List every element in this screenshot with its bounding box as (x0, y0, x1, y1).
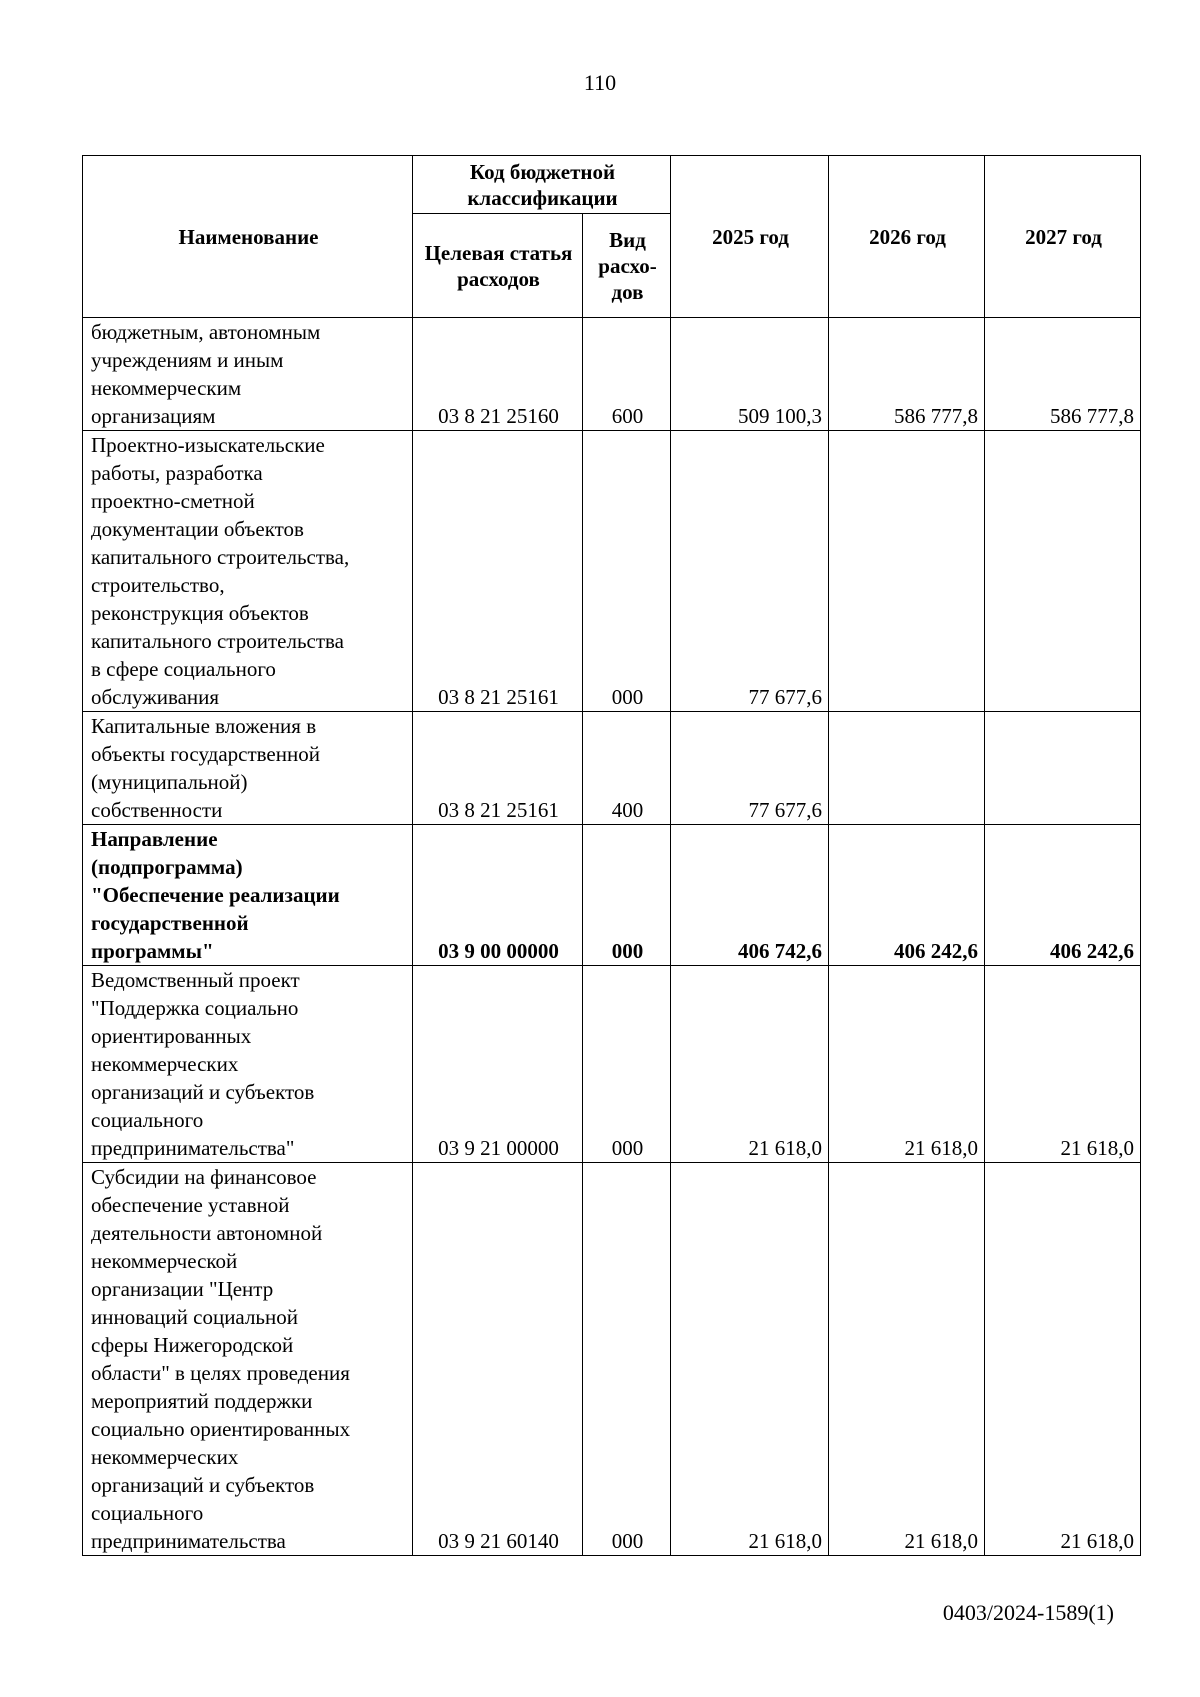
row-expense-kind: 400 (583, 712, 671, 825)
row-name: Капитальные вложения в объекты государственной (муниципальной) собственности (83, 712, 413, 825)
row-expense-kind: 000 (583, 966, 671, 1163)
table-row (83, 966, 1141, 1163)
page-number: 110 (583, 70, 617, 95)
header-2025: 2025 год (671, 156, 829, 318)
row-target-article: 03 8 21 25161 (413, 431, 583, 712)
row-name: Проектно-изыскательские работы, разработка проектно-сметной документации объектов капитального строительства, строительство, реконструкция объектов капитального строительства в сфере социального обслуживания (83, 431, 413, 712)
row-target-article: 03 9 21 00000 (413, 966, 583, 1163)
row-target-article: 03 8 21 25160 (413, 318, 583, 431)
header-2026: 2026 год (829, 156, 985, 318)
row-value-2026: 406 242,6 (829, 825, 985, 966)
header-2027: 2027 год (985, 156, 1141, 318)
row-name: Направление (подпрограмма) "Обеспечение реализации государственной программы" (83, 825, 413, 966)
table-row (83, 318, 1141, 431)
row-value-2025: 406 742,6 (671, 825, 829, 966)
row-name: бюджетным, автономным учреждениям и иным некоммерческим организациям (83, 318, 413, 431)
table-row (83, 712, 1141, 825)
budget-table (82, 155, 1141, 1556)
row-expense-kind: 600 (583, 318, 671, 431)
row-value-2025: 21 618,0 (671, 966, 829, 1163)
row-name: Субсидии на финансовое обеспечение уставной деятельности автономной некоммерческой организации "Центр инноваций социальной сферы Нижегородской области" в целях проведения мероприятий поддержки социально ориентированных некоммерческих организаций и субъектов социального предпринимательства (83, 1163, 413, 1556)
row-expense-kind: 000 (583, 431, 671, 712)
row-value-2027: 21 618,0 (985, 1163, 1141, 1556)
row-expense-kind: 000 (583, 825, 671, 966)
table-row (83, 431, 1141, 712)
row-value-2027 (985, 431, 1141, 712)
row-value-2026 (829, 431, 985, 712)
row-value-2026: 21 618,0 (829, 966, 985, 1163)
header-code-group: Код бюджетной классификации (413, 156, 671, 214)
row-value-2025: 509 100,3 (671, 318, 829, 431)
row-value-2026: 21 618,0 (829, 1163, 985, 1556)
row-value-2027: 586 777,8 (985, 318, 1141, 431)
row-expense-kind: 000 (583, 1163, 671, 1556)
row-name: Ведомственный проект "Поддержка социально ориентированных некоммерческих организаций и субъектов социального предпринимательства" (83, 966, 413, 1163)
row-value-2025: 21 618,0 (671, 1163, 829, 1556)
table-body (83, 318, 1141, 1556)
row-value-2027: 406 242,6 (985, 825, 1141, 966)
header-name: Наименование (83, 156, 413, 318)
table-row (83, 825, 1141, 966)
header-expense-kind: Вид расхо-дов (583, 214, 671, 318)
table-row (83, 1163, 1141, 1556)
row-target-article: 03 9 00 00000 (413, 825, 583, 966)
row-value-2025: 77 677,6 (671, 712, 829, 825)
document-id: 0403/2024-1589(1) (942, 1600, 1114, 1625)
row-value-2027: 21 618,0 (985, 966, 1141, 1163)
row-target-article: 03 8 21 25161 (413, 712, 583, 825)
row-target-article: 03 9 21 60140 (413, 1163, 583, 1556)
header-target-article: Целевая статья расходов (413, 214, 583, 318)
row-value-2026 (829, 712, 985, 825)
row-value-2025: 77 677,6 (671, 431, 829, 712)
row-value-2026: 586 777,8 (829, 318, 985, 431)
row-value-2027 (985, 712, 1141, 825)
